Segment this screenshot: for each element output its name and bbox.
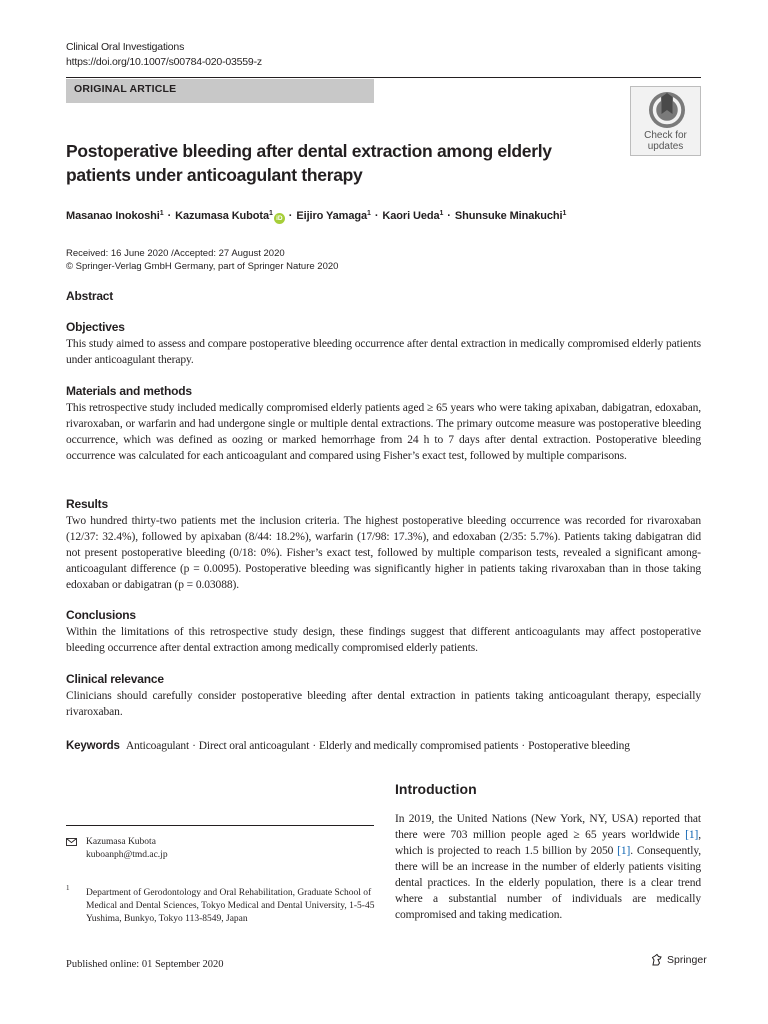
springer-horse-icon bbox=[650, 953, 664, 967]
check-for-updates-text bbox=[631, 130, 700, 152]
objectives-heading: Objectives bbox=[66, 320, 125, 334]
copyright-notice: © Springer-Verlag GmbH Germany, part of Springer Nature 2020 bbox=[66, 261, 339, 272]
header-rule bbox=[66, 77, 701, 78]
clinical-relevance-text: Clinicians should carefully consider postoperative bleeding after dental extraction in patients taking anticoagulant therapy, especially rivaroxaban. bbox=[66, 690, 701, 718]
introduction-text-part: . Consequently, there will be an increase in the number of elderly patients visiting dental practices. In the elderly population, there is a clear trend where a substantial number of individuals are medically compromised and taking medication. bbox=[395, 845, 701, 921]
introduction-heading: Introduction bbox=[395, 781, 477, 797]
author-affiliation-mark: 1 bbox=[159, 210, 164, 217]
keyword-separator: · bbox=[312, 740, 316, 752]
keywords-label: Keywords bbox=[66, 740, 120, 752]
introduction-text bbox=[395, 811, 701, 923]
introduction-text-part: , which is projected to reach 1.5 billion by 2050 bbox=[395, 829, 701, 857]
corresponding-author-email[interactable]: kuboanph@tmd.ac.jp bbox=[86, 850, 168, 860]
keyword-item[interactable]: Elderly and medically compromised patients bbox=[319, 740, 519, 752]
author-separator: · bbox=[288, 210, 293, 222]
author-separator: · bbox=[447, 210, 451, 222]
check-for-updates-line2: updates bbox=[647, 141, 684, 152]
keyword-item[interactable]: Direct oral anticoagulant bbox=[198, 740, 310, 752]
keywords-line bbox=[66, 738, 630, 754]
author-affiliation-mark: 1 bbox=[439, 210, 444, 217]
affiliation-text: Department of Gerodontology and Oral Rehabilitation, Graduate School of Medical and Dental Sciences, Tokyo Medical and Dental University, 1-5-45 Yushima, Bunkyo, Tokyo 113-8549, Japan bbox=[86, 888, 375, 924]
introduction-text-part: In 2019, the United Nations (New York, NY, USA) reported that there were 703 million people aged ≥ 65 years worldwide bbox=[395, 813, 701, 841]
journal-name: Clinical Oral Investigations bbox=[66, 41, 185, 53]
keyword-item[interactable]: Anticoagulant bbox=[125, 740, 190, 752]
article-title: Postoperative bleeding after dental extraction among elderly patients under anticoagulant therapy bbox=[66, 141, 552, 185]
affiliation-mark: 1 bbox=[66, 884, 70, 892]
article-type-label: ORIGINAL ARTICLE bbox=[74, 83, 177, 95]
results-heading: Results bbox=[66, 497, 108, 511]
methods-heading: Materials and methods bbox=[66, 384, 192, 398]
springer-label: Springer bbox=[667, 954, 707, 966]
citation-link[interactable]: [1] bbox=[617, 845, 631, 857]
check-for-updates-icon bbox=[647, 90, 687, 130]
author-name[interactable]: Masanao Inokoshi bbox=[66, 210, 160, 222]
envelope-icon bbox=[66, 838, 77, 846]
orcid-icon[interactable]: iD bbox=[274, 213, 285, 224]
conclusions-text: Within the limitations of this retrospective study design, these findings suggest that different anticoagulants may affect postoperative bleeding occurrence after dental extraction among medically compromised elderly patients. bbox=[66, 626, 701, 654]
published-online-date: Published online: 01 September 2020 bbox=[66, 959, 224, 970]
article-type-bar bbox=[66, 79, 374, 103]
keyword-separator: · bbox=[192, 740, 196, 752]
corresponding-author-name: Kazumasa Kubota bbox=[86, 837, 156, 847]
check-for-updates-badge[interactable] bbox=[630, 86, 701, 156]
author-affiliation-mark: 1 bbox=[367, 210, 371, 217]
author-separator: · bbox=[167, 210, 172, 222]
check-for-updates-line1: Check for bbox=[644, 130, 687, 141]
author-name[interactable]: Eijiro Yamaga bbox=[296, 210, 368, 222]
author-name[interactable]: Kaori Ueda bbox=[382, 210, 440, 222]
clinical-relevance-heading: Clinical relevance bbox=[66, 672, 164, 686]
author-name[interactable]: Shunsuke Minakuchi bbox=[454, 210, 563, 222]
author-name[interactable]: Kazumasa Kubota bbox=[175, 210, 269, 222]
methods-text: This retrospective study included medically compromised elderly patients aged ≥ 65 years who were taking apixaban, dabigatran, edoxaban, rivaroxaban, or warfarin and had undergone single or multiple dental extractions. The primary outcome measure was postoperative bleeding occurrence, which was defined as oozing or marked hemorrhage from 24 h to 7 days after dental extraction. Postoperative bleeding occurrence was calculated for each anticoagulant and compared using Fisher’s exact test, followed by multiple comparisons. bbox=[66, 402, 701, 462]
doi-link[interactable]: https://doi.org/10.1007/s00784-020-03559-z bbox=[66, 56, 262, 68]
received-accepted-dates: Received: 16 June 2020 /Accepted: 27 August 2020 bbox=[66, 248, 285, 259]
keyword-separator: · bbox=[521, 740, 526, 752]
objectives-text: This study aimed to assess and compare postoperative bleeding occurrence after dental extraction in medically compromised elderly patients under anticoagulant therapy. bbox=[66, 338, 701, 366]
author-separator: · bbox=[374, 210, 379, 222]
results-text: Two hundred thirty-two patients met the inclusion criteria. The highest postoperative bleeding occurrence was recorded for rivaroxaban (12/37: 32.4%), followed by apixaban (8/44: 18.2%), warfarin (17/98: 17.3%), and edoxaban (2/35: 5.7%). Patients taking dabigatran did not present postoperative bleeding (0/18: 0%). Fisher’s exact test, followed by multiple comparison tests, revealed a significant among-anticoagulant difference (p = 0.0095). Postoperative bleeding was significantly higher in patients taking rivaroxaban than in those taking edoxaban or dabigatran (p = 0.03088). bbox=[66, 515, 701, 591]
citation-link[interactable]: [1] bbox=[685, 829, 699, 841]
author-affiliation-mark: 1 bbox=[562, 210, 567, 217]
abstract-heading: Abstract bbox=[66, 289, 114, 303]
author-list bbox=[66, 206, 566, 224]
author-affiliation-mark: 1 bbox=[269, 210, 273, 217]
footnote-rule bbox=[66, 825, 374, 826]
conclusions-heading: Conclusions bbox=[66, 608, 136, 622]
keyword-item[interactable]: Postoperative bleeding bbox=[528, 740, 630, 752]
